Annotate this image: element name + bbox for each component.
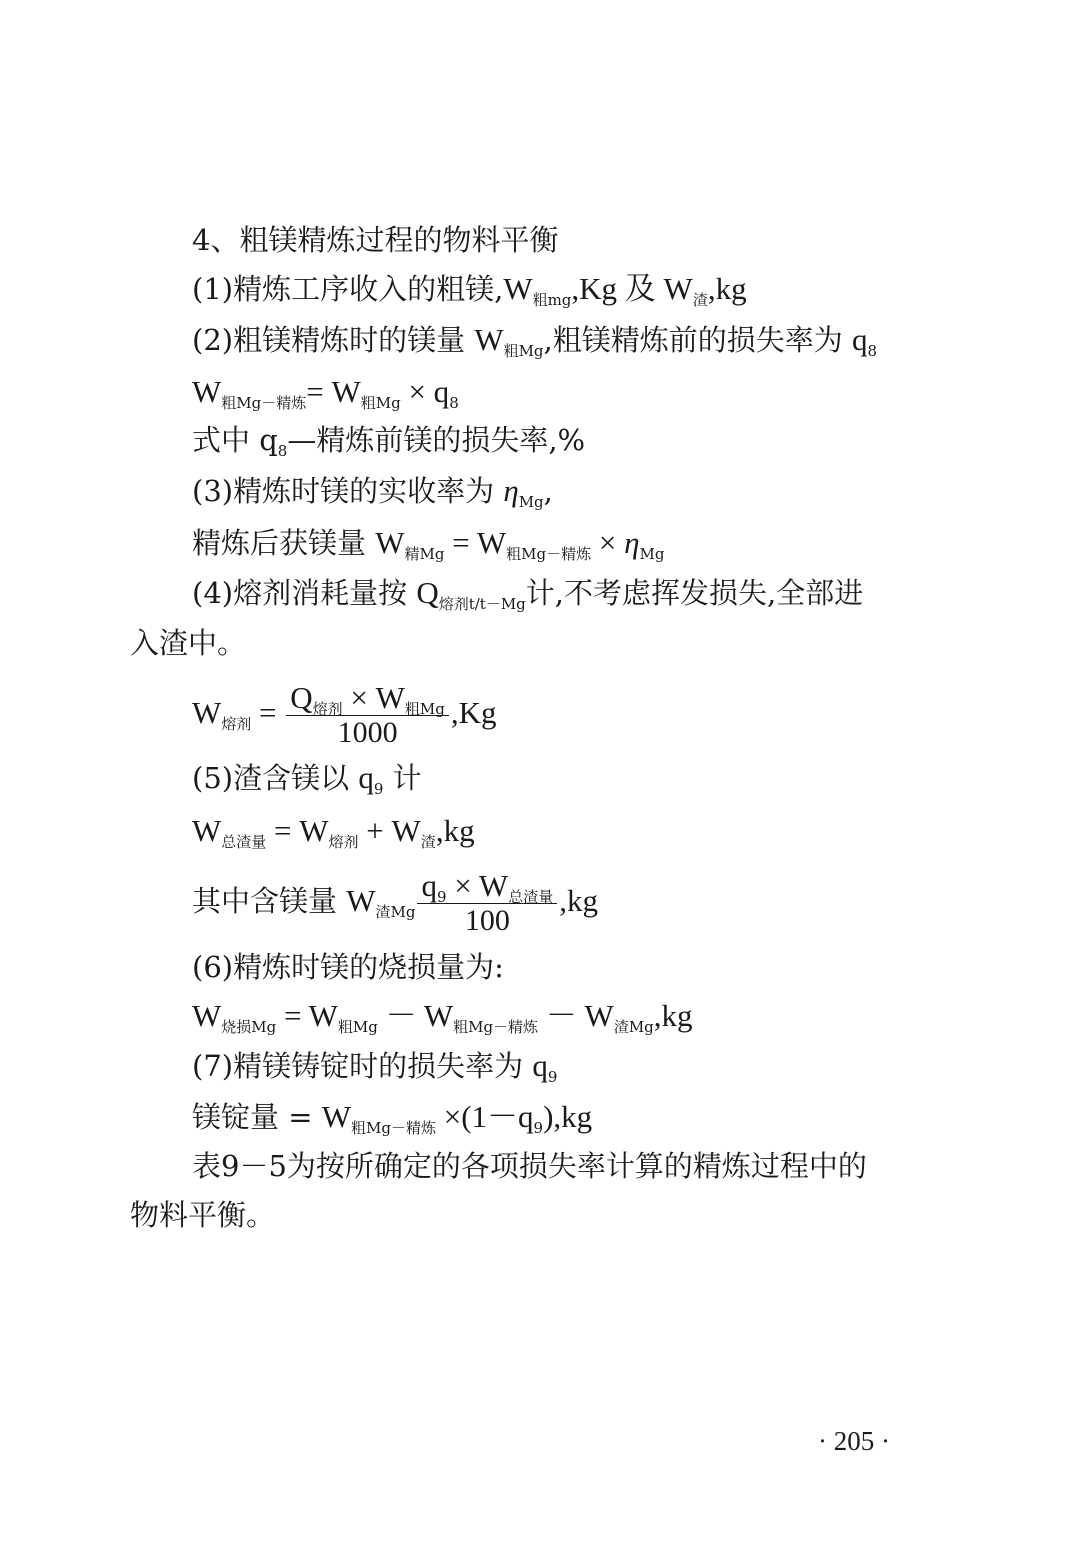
equation-4: $W_{总渣量} = W_{熔剂} + W_渣,kg$ — [192, 813, 475, 851]
note-q8: 式中 $q_8—$精炼前镁的损失率,% — [192, 423, 586, 460]
item-5: (5)渣含镁以 $q_9$ 计 — [192, 760, 422, 798]
equation-3: $W_{熔剂}$ = $\frac{Q_{熔剂} \times W_{粗Mg}}{1000}$ ,Kg — [192, 679, 497, 749]
equation-5: 其中含镁量 $W_{渣Mg}$ $\frac{q_9 \times W_{总渣量}}{100}$ ,kg — [192, 867, 598, 937]
equation-7: 镁锭量 = $W_{粗Mg-精炼} \times(1-q_9),kg$ — [192, 1099, 593, 1137]
item-2: (2)粗镁精炼时的镁量 $W_{粗Mg}$,粗镁精炼前的损失率为 $q_8$ — [192, 322, 878, 360]
item-7: (7)精镁铸锭时的损失率为 $q_9$ — [192, 1048, 558, 1086]
item-4: (4)熔剂消耗量按 $Q_{熔剂t/t-Mg}$计,不考虑挥发损失,全部进 — [192, 575, 864, 613]
fraction: $\frac{q_9 \times W_{总渣量}}{100}$ — [417, 870, 557, 937]
item-1: (1)精炼工序收入的粗镁$,W_{粗mg},Kg$ 及 $W_渣,kg$ — [192, 271, 747, 309]
section-heading: 4、粗镁精炼过程的物料平衡 — [192, 223, 559, 257]
item-3: (3)精炼时镁的实收率为 $\eta_{Mg}$, — [192, 473, 553, 511]
page-number: · 205 · — [818, 1426, 890, 1456]
closing-paragraph-line1: 表9－5为按所确定的各项损失率计算的精炼过程中的 — [192, 1149, 867, 1183]
closing-paragraph-line2: 物料平衡。 — [130, 1198, 276, 1232]
fraction: $\frac{Q_{熔剂} \times W_{粗Mg}}{1000}$ — [286, 682, 449, 749]
equation-2: 精炼后获镁量 $W_{精Mg} = W_{粗Mg-精炼} \times \eta_{Mg}$ — [192, 525, 665, 563]
equation-1: $W_{粗Mg-精炼}= W_{粗Mg} \times q_8$ — [192, 374, 459, 412]
item-6: (6)精炼时镁的烧损量为: — [192, 950, 504, 984]
item-4-continued: 入渣中。 — [130, 626, 247, 660]
equation-6: $W_{烧损Mg} = W_{粗Mg} - W_{粗Mg-精炼} - W_{渣Mg},kg$ — [192, 998, 693, 1036]
